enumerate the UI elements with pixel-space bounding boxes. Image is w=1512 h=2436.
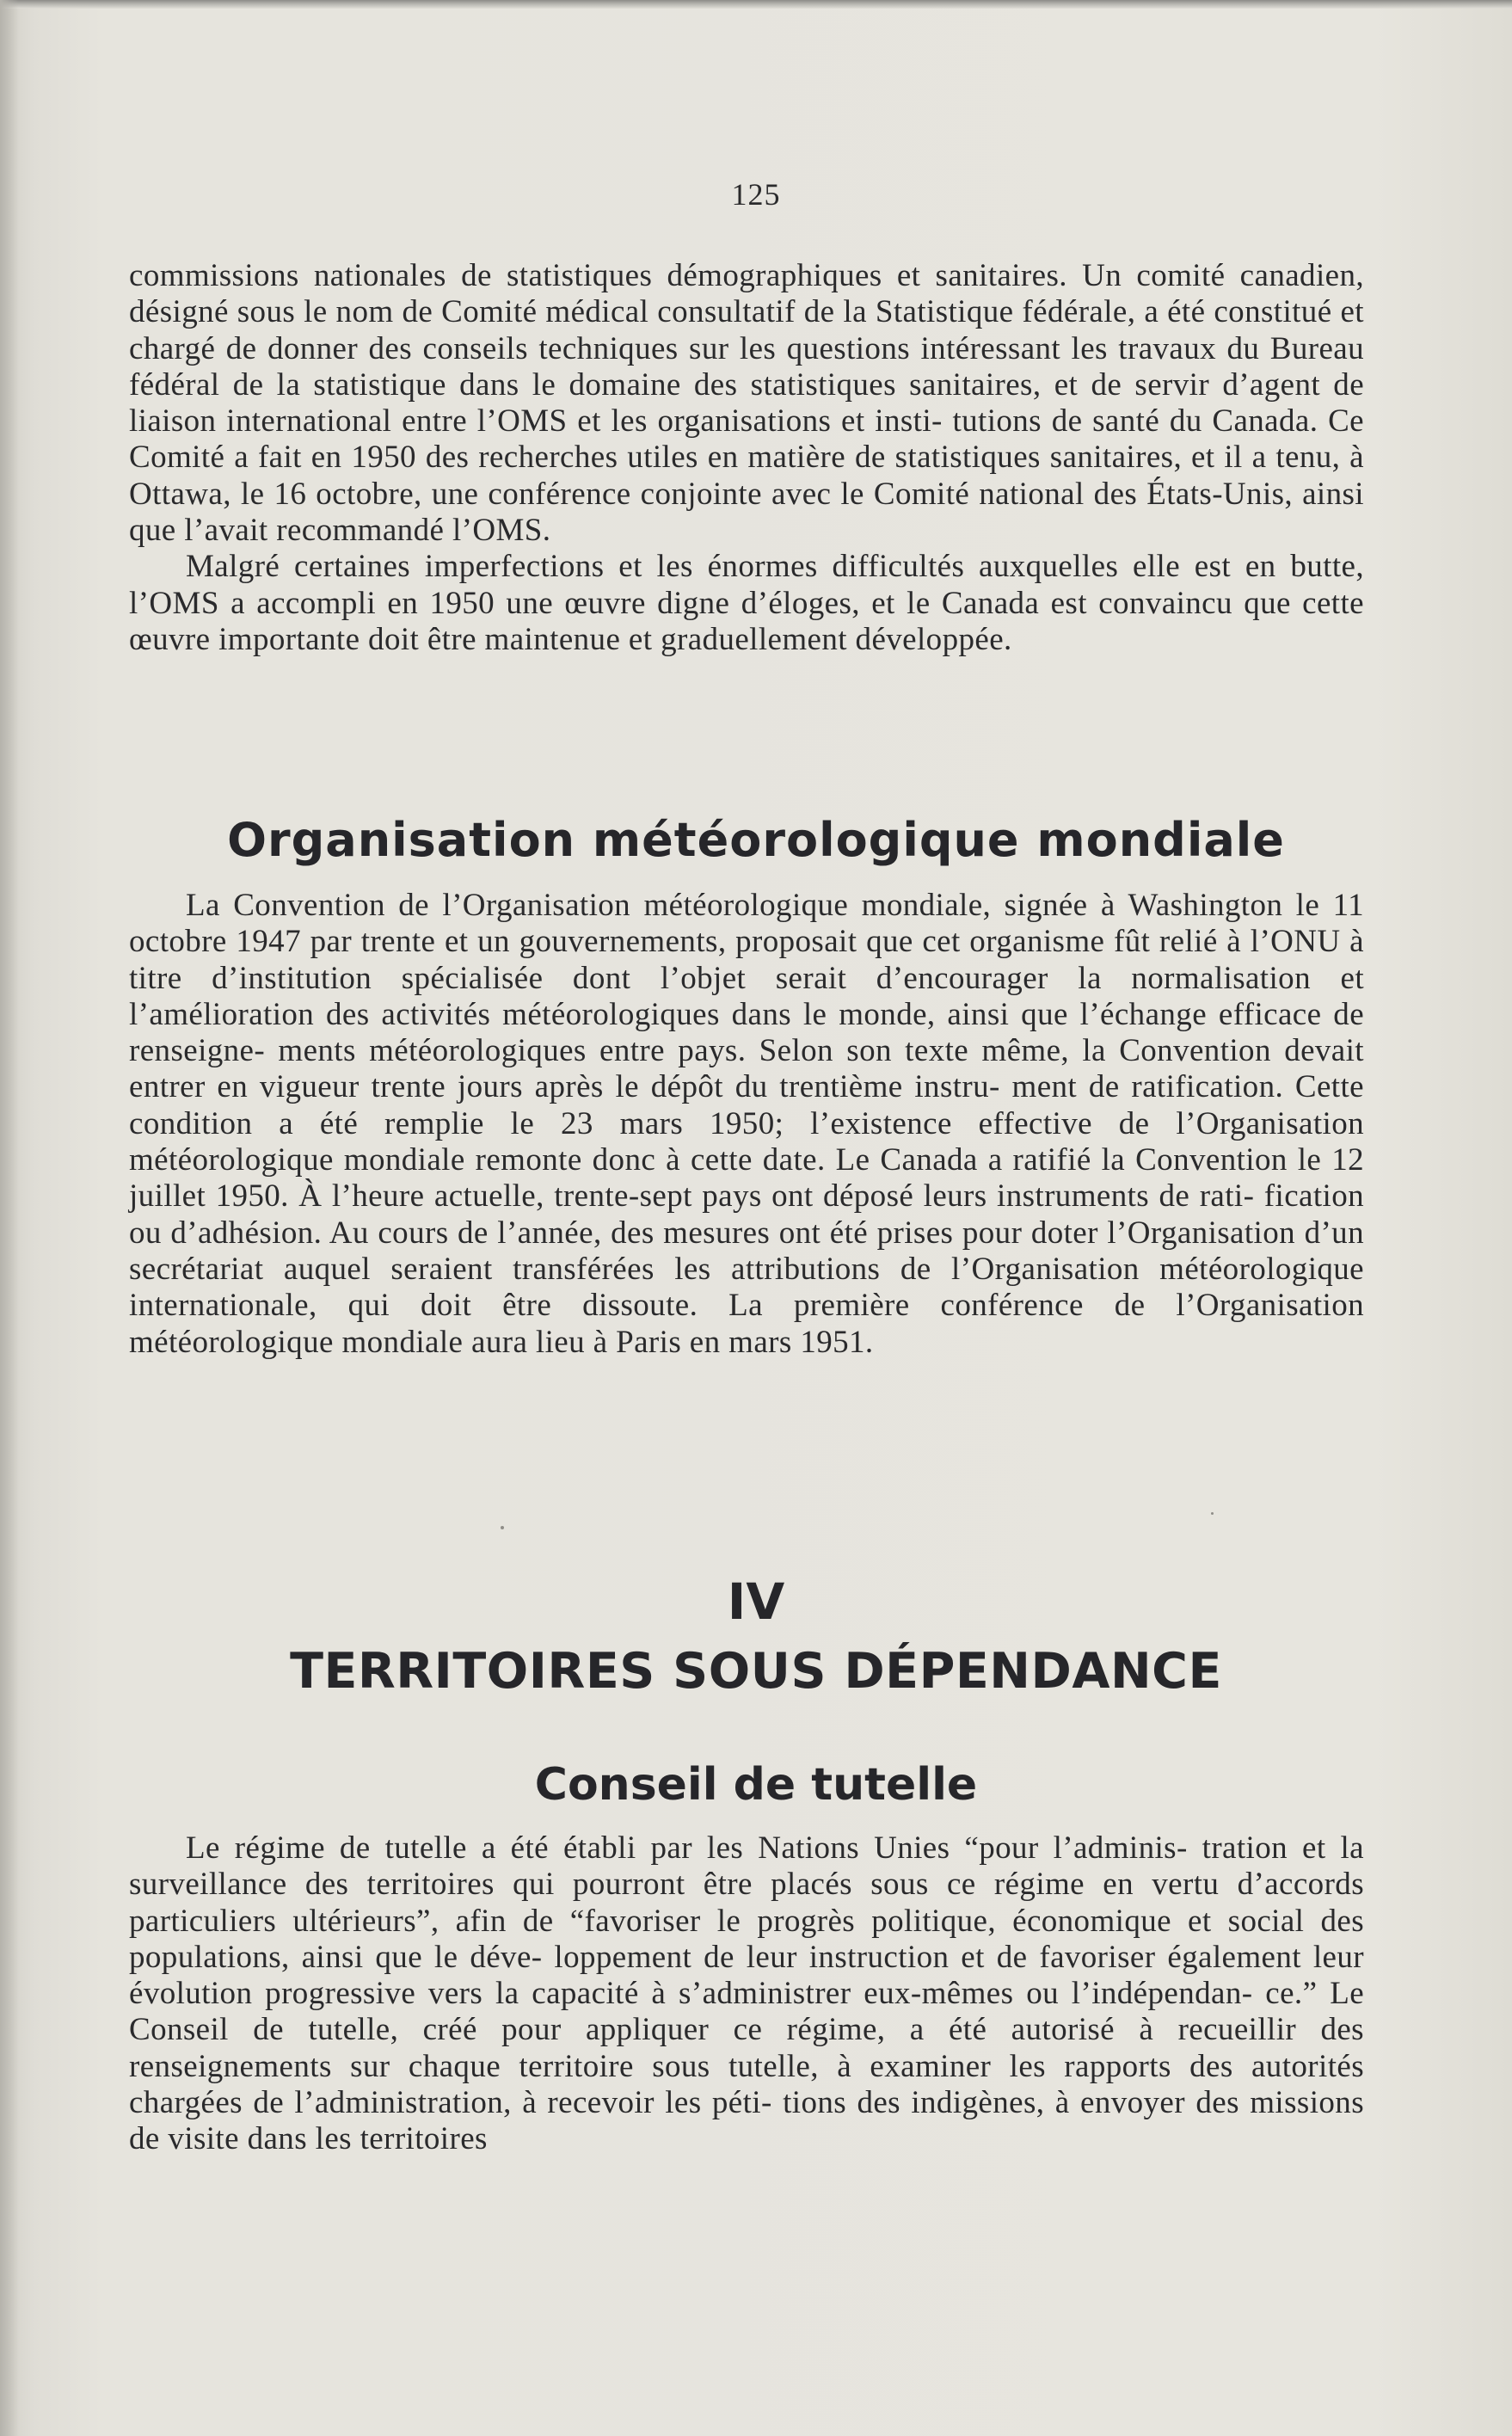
text-line: attributions de l’Organisation météorologique internationale, qui doit [129, 1251, 1364, 1324]
section-trusteeship-text [129, 1830, 1364, 2158]
paper-speck [1211, 1512, 1214, 1515]
text-line: et graduellement développée. [628, 621, 1012, 657]
paragraph-wmo [129, 888, 1364, 1361]
binding-shadow [0, 0, 19, 2436]
text-line: ments météorologiques entre pays. Selon son texte même, la Convention [278, 1033, 1285, 1069]
text-line: octobre, une conférence conjointe avec le Comité national des États-Unis, [316, 476, 1303, 512]
text-line: météorologiques dans le monde, ainsi que l’échange efficace de renseigne- [129, 996, 1365, 1069]
chapter-number: IV [727, 1572, 785, 1631]
text-line: les rapports des autorités chargées de l’administration, à recevoir les péti- [129, 2048, 1364, 2121]
text-line: donc à cette date. Le Canada a ratifié la Convention le 12 juillet 1950. [129, 1142, 1365, 1215]
text-line: de la statistique dans le domaine des statistiques sanitaires, et de servir [232, 366, 1223, 403]
text-line: régime en vertu d’accords particuliers ultérieurs”, afin de “favoriser le [129, 1867, 1364, 1939]
text-line: progressive vers la capacité à s’administrer eux-mêmes ou l’indépendan- [265, 1976, 1266, 2012]
page-number: 125 [731, 177, 781, 212]
text-line: Malgré certaines imperfections et les énormes difficultés auxquelles [186, 549, 1134, 585]
paragraph-who-conclusion [129, 549, 1364, 658]
text-line: l’existence effective de l’Organisation météorologique mondiale remonte [129, 1105, 1364, 1178]
text-line: elle est en butte, l’OMS a accompli en 1950 une œuvre digne d’éloges, [129, 549, 1364, 621]
text-line: Le régime de tutelle a été établi par les Nations Unies “pour l’adminis- [186, 1830, 1202, 1866]
text-line: à recueillir des renseignements sur chaque territoire sous tutelle, à examiner [129, 2012, 1364, 2084]
text-line: Un comité canadien, désigné sous le nom de Comité médical consultatif [129, 258, 1364, 330]
section-heading-wmo: Organisation météorologique mondiale [227, 813, 1285, 867]
text-line: ainsi que l’avait recommandé l’OMS. [129, 476, 1364, 549]
text-line: pour doter l’Organisation d’un secrétariat auquel seraient transférées les [129, 1215, 1364, 1287]
text-line: fication ou d’adhésion. Au cours de l’année, des mesures ont été prises [129, 1178, 1365, 1251]
text-line: être dissoute. La première conférence de l’Organisation météorologique [129, 1288, 1365, 1360]
text-line: La Convention de l’Organisation météorologique mondiale, signée à [186, 888, 1128, 923]
text-line: que cet organisme fût relié à l’ONU à titre d’institution spécialisée dont [129, 924, 1364, 996]
chapter-title: TERRITOIRES SOUS DÉPENDANCE [290, 1643, 1222, 1700]
text-line: et le Canada est convaincu que cette œuvre importante doit être maintenue [129, 585, 1364, 657]
text-line: mondiale aura lieu à Paris en mars 1951. [341, 1324, 874, 1360]
paragraph-who-continued [129, 258, 1364, 549]
text-line: tutions de santé du Canada. Ce Comité a fait en 1950 des recherches [129, 403, 1364, 476]
paragraph-trusteeship [129, 1830, 1364, 2158]
page-top-edge [0, 0, 1512, 9]
text-line: commissions nationales de statistiques démographiques et sanitaires. [129, 258, 1083, 293]
section-heading-trusteeship: Conseil de tutelle [534, 1759, 978, 1811]
text-line: utiles en matière de statistiques sanitaires, et il a tenu, à Ottawa, le 16 [129, 440, 1364, 512]
text-line: progrès politique, économique et social des populations, ainsi que le déve- [129, 1903, 1364, 1975]
section-who-text [129, 258, 1364, 658]
text-line: Washington le 11 octobre 1947 par trente et un gouvernements, proposait [129, 888, 1364, 960]
text-line: loppement de leur instruction et de favoriser également leur évolution [129, 1939, 1364, 2012]
text-line: d’agent de liaison international entre l’OMS et les organisations et insti- [129, 366, 1365, 440]
text-line: de la Statistique fédérale, a été constitué et chargé de donner des conseils [129, 294, 1364, 366]
paper-speck [501, 1526, 504, 1529]
text-line: ce.” Le Conseil de tutelle, créé pour appliquer ce régime, a été autorisé [129, 1976, 1365, 2048]
text-line: À l’heure actuelle, trente-sept pays ont déposé leurs instruments de rati- [298, 1178, 1264, 1215]
section-wmo-text [129, 888, 1364, 1361]
text-line: l’objet serait d’encourager la normalisation et l’amélioration des activités [129, 960, 1364, 1032]
text-line: ment de ratification. Cette condition a été remplie le 23 mars 1950; [129, 1069, 1364, 1141]
text-line: tions des indigènes, à envoyer des missions de visite dans les territoires [129, 2085, 1364, 2157]
text-line: tration et la surveillance des territoires qui pourront être placés sous ce [129, 1830, 1364, 1903]
text-line: techniques sur les questions intéressant les travaux du Bureau fédéral [129, 330, 1364, 403]
text-line: devait entrer en vigueur trente jours après le dépôt du trentième instru- [129, 1033, 1364, 1105]
